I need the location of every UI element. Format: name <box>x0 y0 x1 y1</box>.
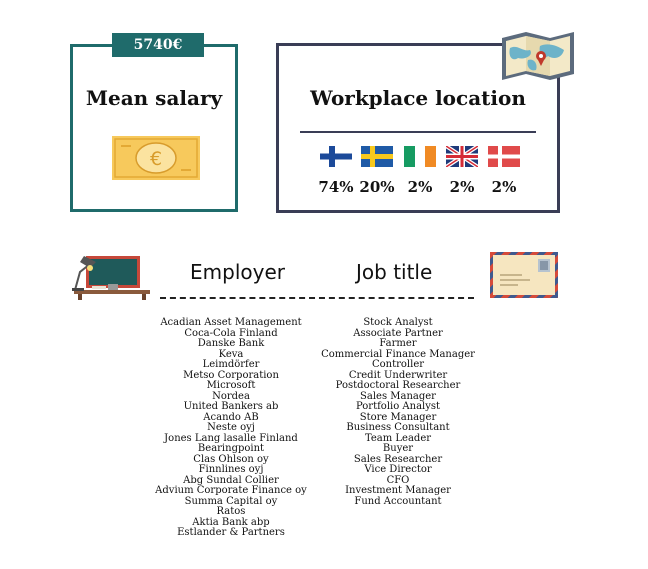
job-title-header: Job title <box>356 260 433 284</box>
employer-item: Coca-Cola Finland <box>184 327 278 339</box>
job-title-item: Store Manager <box>359 411 437 423</box>
employer-item: Advium Corporate Finance oy <box>155 485 307 496</box>
job-title-item: Controller <box>371 359 425 370</box>
sweden-percent: 20% <box>359 178 395 196</box>
employer-item: United Bankers ab <box>183 401 279 412</box>
divider <box>300 131 536 133</box>
salary-title: Mean salary <box>85 86 223 110</box>
employer-header: Employer <box>190 260 285 284</box>
employer-item: Acando AB <box>203 411 259 423</box>
desk-lamp-icon <box>70 250 152 304</box>
employer-item: Bearingpoint <box>197 443 265 454</box>
employer-item: Summa Capital oy <box>184 495 278 507</box>
finland-flag-icon <box>320 146 352 167</box>
job-title-item: Sales Manager <box>360 390 436 402</box>
denmark-flag-icon <box>488 146 520 167</box>
salary-amount-badge: 5740€ <box>112 33 204 57</box>
job-title-item: Stock Analyst <box>363 317 433 328</box>
employer-item: Acadian Asset Management <box>160 317 302 328</box>
employer-item: Ratos <box>216 506 246 517</box>
job-title-item: CFO <box>386 474 410 486</box>
job-title-list <box>318 318 478 507</box>
job-title-item: Sales Researcher <box>353 453 443 465</box>
uk-flag-icon <box>446 146 478 167</box>
job-title-item: Commercial Finance Manager <box>321 348 475 360</box>
sweden-flag-icon <box>361 146 393 167</box>
employer-item: Microsoft <box>206 380 256 391</box>
employer-item: Neste oyj <box>207 422 255 433</box>
ireland-flag-icon <box>404 146 436 167</box>
job-title-item: Portfolio Analyst <box>355 401 441 412</box>
job-title-item: Postdoctoral Researcher <box>335 380 461 391</box>
salary-card <box>70 44 238 212</box>
employer-item: Clas Ohlson oy <box>193 453 269 465</box>
job-title-item: Business Consultant <box>346 422 450 433</box>
ireland-percent: 2% <box>407 178 433 196</box>
map-icon <box>500 30 576 86</box>
uk-percent: 2% <box>449 178 475 196</box>
location-title: Workplace location <box>310 86 526 110</box>
envelope-icon <box>490 252 558 302</box>
job-title-item: Vice Director <box>364 464 432 475</box>
dashed-divider <box>160 297 474 299</box>
job-title-item: Farmer <box>379 338 417 349</box>
job-title-item: Associate Partner <box>353 327 443 339</box>
denmark-percent: 2% <box>491 178 517 196</box>
employer-item: Leimdörfer <box>202 359 260 370</box>
job-title-item: Investment Manager <box>345 485 451 496</box>
employer-item: Estlander & Partners <box>177 527 285 538</box>
employer-item: Finnlines oyj <box>198 464 264 475</box>
job-title-item: Team Leader <box>364 432 432 444</box>
employer-item: Keva <box>218 348 244 360</box>
job-title-item: Fund Accountant <box>354 495 442 507</box>
job-title-item: Credit Underwriter <box>348 369 448 381</box>
euro-banknote-icon <box>112 136 200 184</box>
employer-list <box>150 318 312 539</box>
employer-item: Danske Bank <box>197 338 265 349</box>
job-title-item: Buyer <box>382 443 414 454</box>
svg-text:€: € <box>149 148 163 170</box>
employer-item: Nordea <box>212 390 250 402</box>
employer-item: Jones Lang lasalle Finland <box>164 432 298 444</box>
employer-item: Aktia Bank abp <box>192 516 270 528</box>
finland-percent: 74% <box>318 178 354 196</box>
employer-item: Metso Corporation <box>183 369 279 381</box>
employer-item: Abg Sundal Collier <box>183 474 279 486</box>
